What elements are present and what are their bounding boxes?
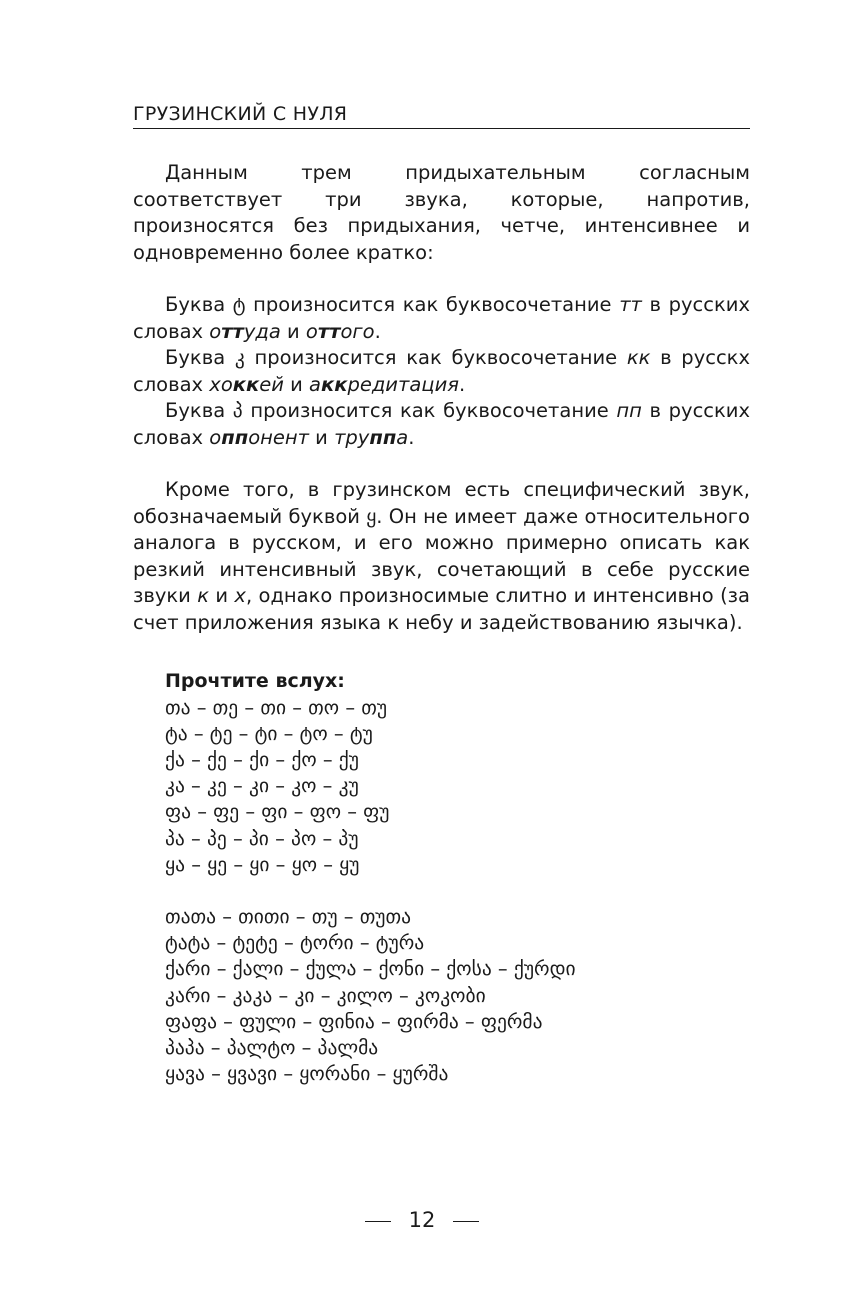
intro-paragraph: Данным трем придыхательным согласным соответствует три звука, которые, напротив, произносятся без придыхания, четче, интенсивнее и одновременно более кратко: [133, 161, 750, 264]
list-item: თათა – თითი – თუ – თუთა [165, 904, 412, 928]
page-number: 12 [408, 1208, 436, 1232]
list-item: პაპა – პალტო – პალმა [165, 1035, 379, 1059]
letter-paragraph-p: Буква პ произносится как буквосочетание пп в русских словах оппонент и труппа. [133, 399, 751, 449]
list-item: ქა – ქე – ქი – ქო – ქუ [165, 747, 359, 771]
word-list [165, 904, 750, 1087]
list-item: კარი – კაკა – კი – კილო – კოკობი [165, 983, 486, 1007]
left-dash [365, 1221, 391, 1222]
letter-paragraph-t: Буква ტ произносится как буквосочетание тт в русских словах оттуда и оттого. [133, 293, 750, 343]
list-item: ფა – ფე – ფი – ფო – ფუ [165, 800, 390, 824]
list-item: ყა – ყე – ყი – ყო – ყუ [165, 852, 360, 876]
list-item: ტა – ტე – ტი – ტო – ტუ [165, 721, 373, 745]
special-sound-paragraph: Кроме того, в грузинском есть специфический звук, обозначаемый буквой ყ. Он не имеет даже относительного аналога в русском, и его можно примерно описать как резкий интенсивный звук, сочетающий в себе русские звуки к и х, однако произносимые слитно и интенсивно (за счет приложения языка к небу и задействованию язычка). [133, 478, 750, 634]
right-dash [453, 1221, 479, 1222]
list-item: ტატა – ტეტე – ტორი – ტურა [165, 931, 425, 955]
read-aloud-title: Прочтите вслух: [165, 670, 345, 692]
list-item: ქარი – ქალი – ქულა – ქონი – ქოსა – ქურდი [165, 957, 576, 981]
list-item: პა – პე – პი – პო – პუ [165, 826, 359, 850]
syllable-list [165, 695, 750, 878]
page-number-footer [0, 1208, 844, 1232]
list-item: ყავა – ყვავი – ყორანი – ყურშა [165, 1062, 449, 1086]
list-item: კა – კე – კი – კო – კუ [165, 774, 359, 798]
running-header: ГРУЗИНСКИЙ С НУЛЯ [133, 103, 750, 129]
list-item: თა – თე – თი – თო – თუ [165, 695, 388, 719]
page-body [133, 160, 750, 1087]
letter-paragraph-k: Буква კ произносится как буквосочетание кк в русскх словах хоккей и аккредитация. [133, 346, 750, 396]
list-item: ფაფა – ფული – ფინია – ფირმა – ფერმა [165, 1009, 543, 1033]
